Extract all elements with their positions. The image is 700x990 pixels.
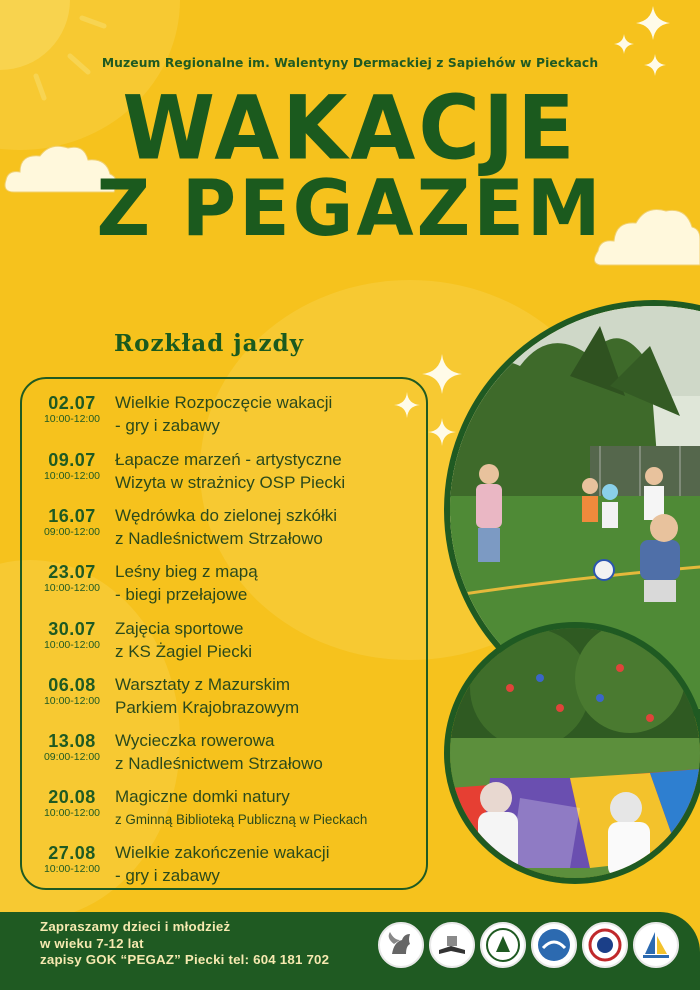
entry-subtitle: - biegi przełajowe <box>115 585 248 604</box>
sparkle-icon <box>614 34 634 54</box>
entry-title: Wielkie zakończenie wakacji <box>115 843 330 862</box>
footer-age-range: w wieku 7-12 lat <box>40 936 144 951</box>
entry-date: 13.08 <box>48 731 96 751</box>
schedule-box <box>20 377 428 890</box>
entry-date: 02.07 <box>48 393 96 413</box>
entry-time: 10:00-12:00 <box>43 582 101 594</box>
entry-subtitle: z Nadleśnictwem Strzałowo <box>115 754 323 773</box>
entry-date: 06.08 <box>48 675 96 695</box>
entry-time: 10:00-12:00 <box>43 470 101 482</box>
entry-date: 27.08 <box>48 843 96 863</box>
sparkle-icon <box>422 354 462 394</box>
footer-bar <box>0 912 700 990</box>
photo-parachute-game <box>444 622 700 884</box>
footer-invitation: Zapraszamy dzieci i młodzież <box>40 919 231 934</box>
entry-time: 10:00-12:00 <box>43 695 101 707</box>
entry-time: 09:00-12:00 <box>43 751 101 763</box>
entry-subtitle: Wizyta w strażnicy OSP Piecki <box>115 473 346 492</box>
entry-subtitle: z Gminną Biblioteką Publiczną w Pieckach <box>115 812 368 827</box>
entry-subtitle: z KS Żagiel Piecki <box>115 642 252 661</box>
entry-title: Łapacze marzeń - artystyczne <box>115 450 342 469</box>
entry-subtitle: - gry i zabawy <box>115 416 220 435</box>
entry-time: 09:00-12:00 <box>43 526 101 538</box>
entry-subtitle: Parkiem Krajobrazowym <box>115 698 300 717</box>
entry-time: 10:00-12:00 <box>43 863 101 875</box>
mazurian-park-logo-icon <box>531 922 577 968</box>
schedule-heading: Rozkład jazdy <box>114 330 305 357</box>
entry-date: 30.07 <box>48 619 96 639</box>
entry-title: Warsztaty z Mazurskim <box>115 675 291 694</box>
entry-title: Zajęcia sportowe <box>115 619 244 638</box>
title-line-1: WAKACJE <box>122 76 578 180</box>
footer-signup-contact: zapisy GOK “PEGAZ” Piecki tel: 604 181 702 <box>40 952 330 967</box>
entry-time: 10:00-12:00 <box>43 807 101 819</box>
sparkle-icon <box>428 418 456 446</box>
entry-time: 10:00-12:00 <box>43 413 101 425</box>
title-line-2: Z PEGAZEM <box>96 163 604 255</box>
entry-title: Leśny bieg z mapą <box>115 562 258 581</box>
entry-date: 09.07 <box>48 450 96 470</box>
entry-time: 10:00-12:00 <box>43 639 101 651</box>
pegasus-logo-icon <box>378 922 424 968</box>
forests-logo-icon <box>480 922 526 968</box>
fire-brigade-logo-icon <box>582 922 628 968</box>
entry-title: Wielkie Rozpoczęcie wakacji <box>115 393 333 412</box>
entry-subtitle: z Nadleśnictwem Strzałowo <box>115 529 323 548</box>
entry-date: 16.07 <box>48 506 96 526</box>
sailing-club-logo-icon <box>633 922 679 968</box>
entry-title: Wycieczka rowerowa <box>115 731 275 750</box>
museum-name: Muzeum Regionalne im. Walentyny Dermackiej z Sapiehów w Pieckach <box>101 56 599 70</box>
entry-date: 20.08 <box>48 787 96 807</box>
library-logo-icon <box>429 922 475 968</box>
entry-date: 23.07 <box>48 562 96 582</box>
sparkle-icon <box>636 6 670 40</box>
entry-subtitle: - gry i zabawy <box>115 866 220 885</box>
entry-title: Wędrówka do zielonej szkółki <box>115 506 338 525</box>
entry-title: Magiczne domki natury <box>115 787 290 806</box>
